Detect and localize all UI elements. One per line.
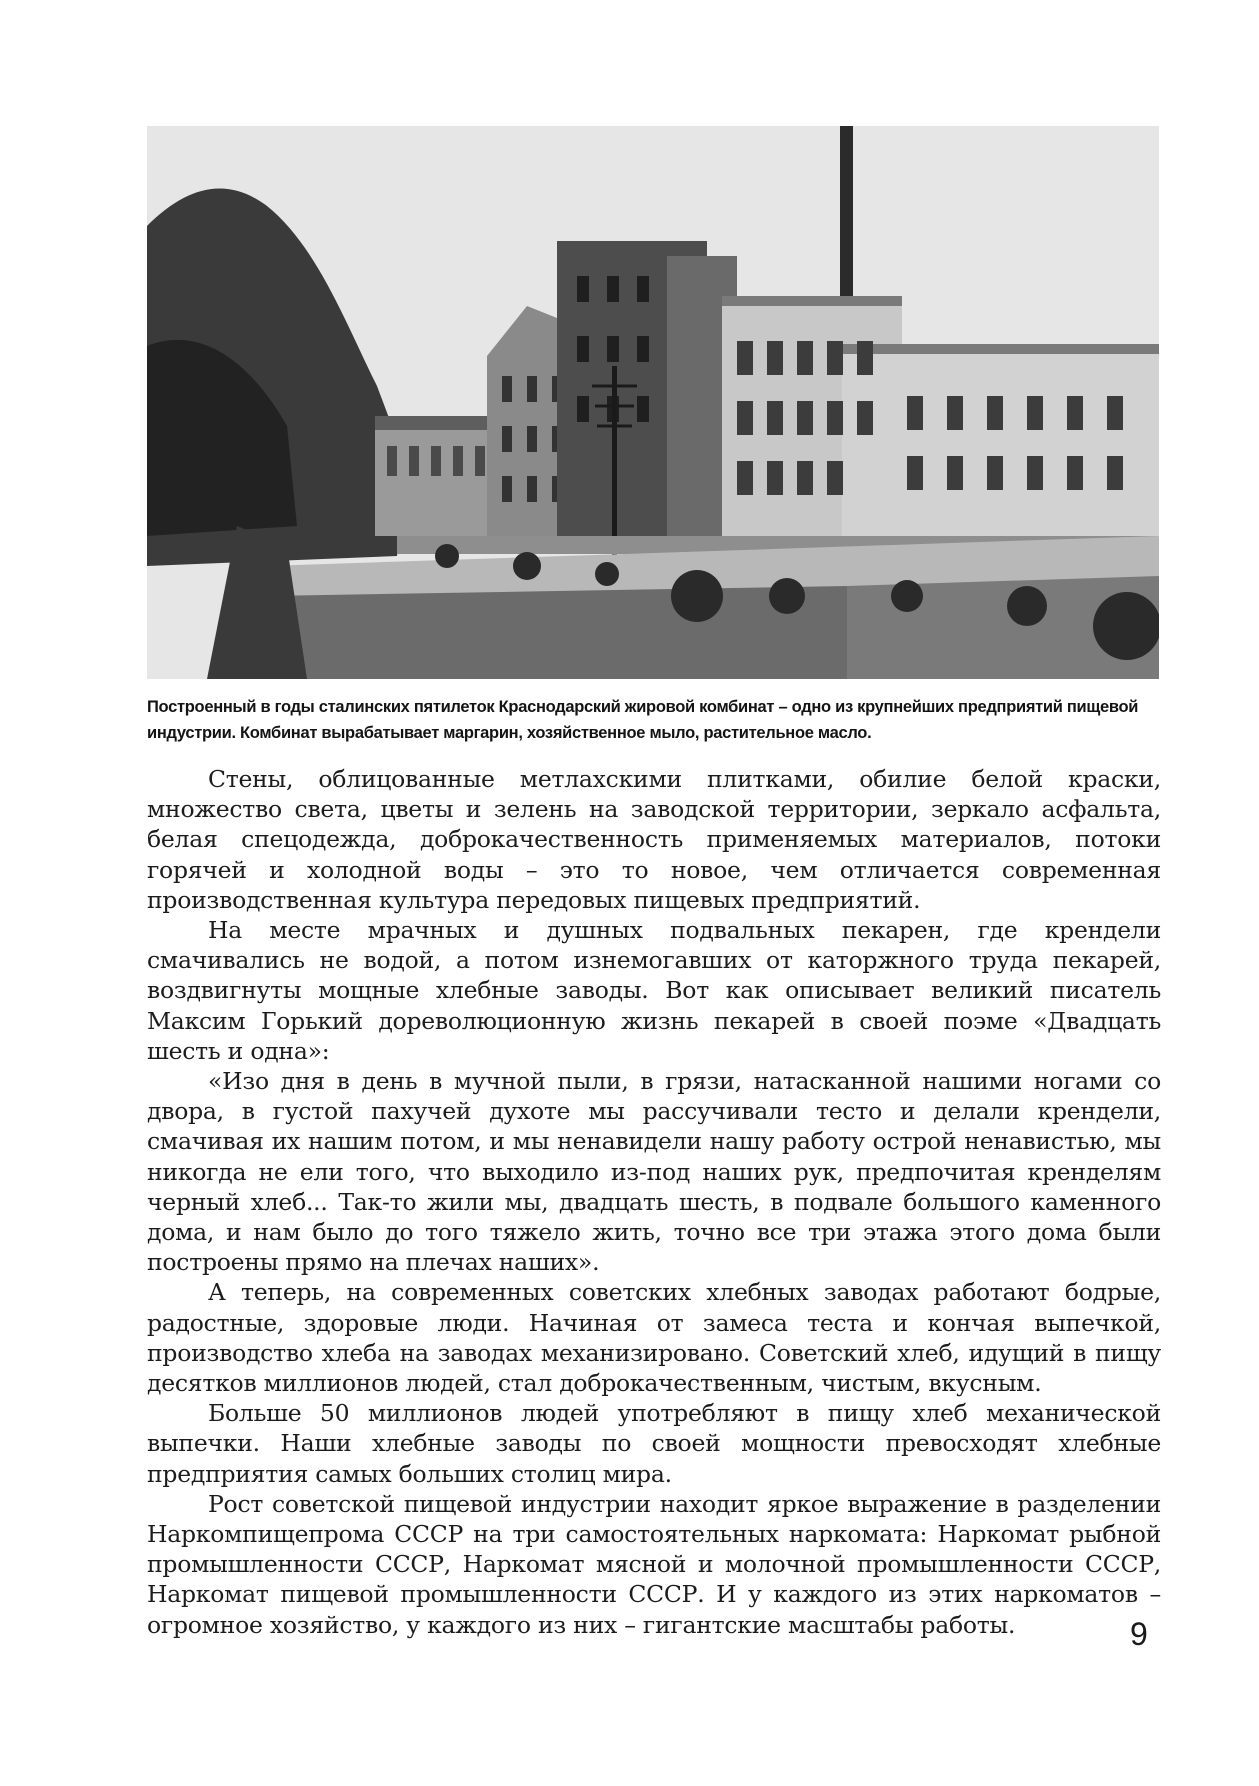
paragraph: Стены, облицованные метлахскими плитками, обилие белой краски, множество света, цветы и зелень на заводской территории, зеркало асфальта, белая спецодежда, доброкачественность применяемых материалов, потоки горячей и холодной воды – это то новое, чем отличается современная производственная культура передовых пищевых предприятий. — [147, 765, 1161, 914]
factory-photo — [147, 126, 1159, 679]
paragraph: «Изо дня в день в мучной пыли, в грязи, натасканной нашими ногами со двора, в густой пахучей духоте мы рассучивали тесто и делали крендели, смачивая их нашим потом, и мы ненавидели нашу работу острой ненавистью, мы никогда не ели того, что выходило из-под наших рук, предпочитая кренделям черный хлеб... Так-то жили мы, двадцать шесть, в подвале большого каменного дома, и нам было до того тяжело жить, точно все три этажа этого дома были построены прямо на плечах наших». — [147, 1067, 1161, 1277]
body-text — [147, 764, 1161, 1640]
paragraph: Больше 50 миллионов людей употребляют в пищу хлеб механической выпечки. Наши хлебные заводы по своей мощности превосходят хлебные предприятия самых больших столиц мира. — [147, 1399, 1161, 1488]
paragraph: А теперь, на современных советских хлебных заводах работают бодрые, радостные, здоровые люди. Начиная от замеса теста и кончая выпечкой, производство хлеба на заводах механизировано. Советский хлеб, идущий в пищу десятков миллионов людей, стал доброкачественным, чистым, вкусным. — [147, 1278, 1161, 1398]
paragraph: Рост советской пищевой индустрии находит яркое выражение в разделении Наркомпищепрома СССР на три самостоятельных наркомата: Наркомат рыбной промышленности СССР, Наркомат мясной и молочной промышленности СССР, Наркомат пищевой промышленности СССР. И у каждого из этих наркоматов – огромное хозяйство, у каждого из них – гигантские масштабы работы. — [147, 1489, 1161, 1639]
figure-caption: Построенный в годы сталинских пятилеток Краснодарский жировой комбинат – одно из крупнейших предприятий пищевой индустрии. Комбинат вырабатывает маргарин, хозяйственное мыло, растительное масло. — [147, 698, 1139, 742]
page-number: 9 — [1130, 1616, 1148, 1652]
paragraph: На месте мрачных и душных подвальных пекарен, где крендели смачивались не водой, а потом изнемогавших от каторжного труда пекарей, воздвигнуты мощные хлебные заводы. Вот как описывает великий писатель Максим Горький дореволюционную жизнь пекарей в своей поэме «Двадцать шесть и одна»: — [147, 916, 1161, 1065]
